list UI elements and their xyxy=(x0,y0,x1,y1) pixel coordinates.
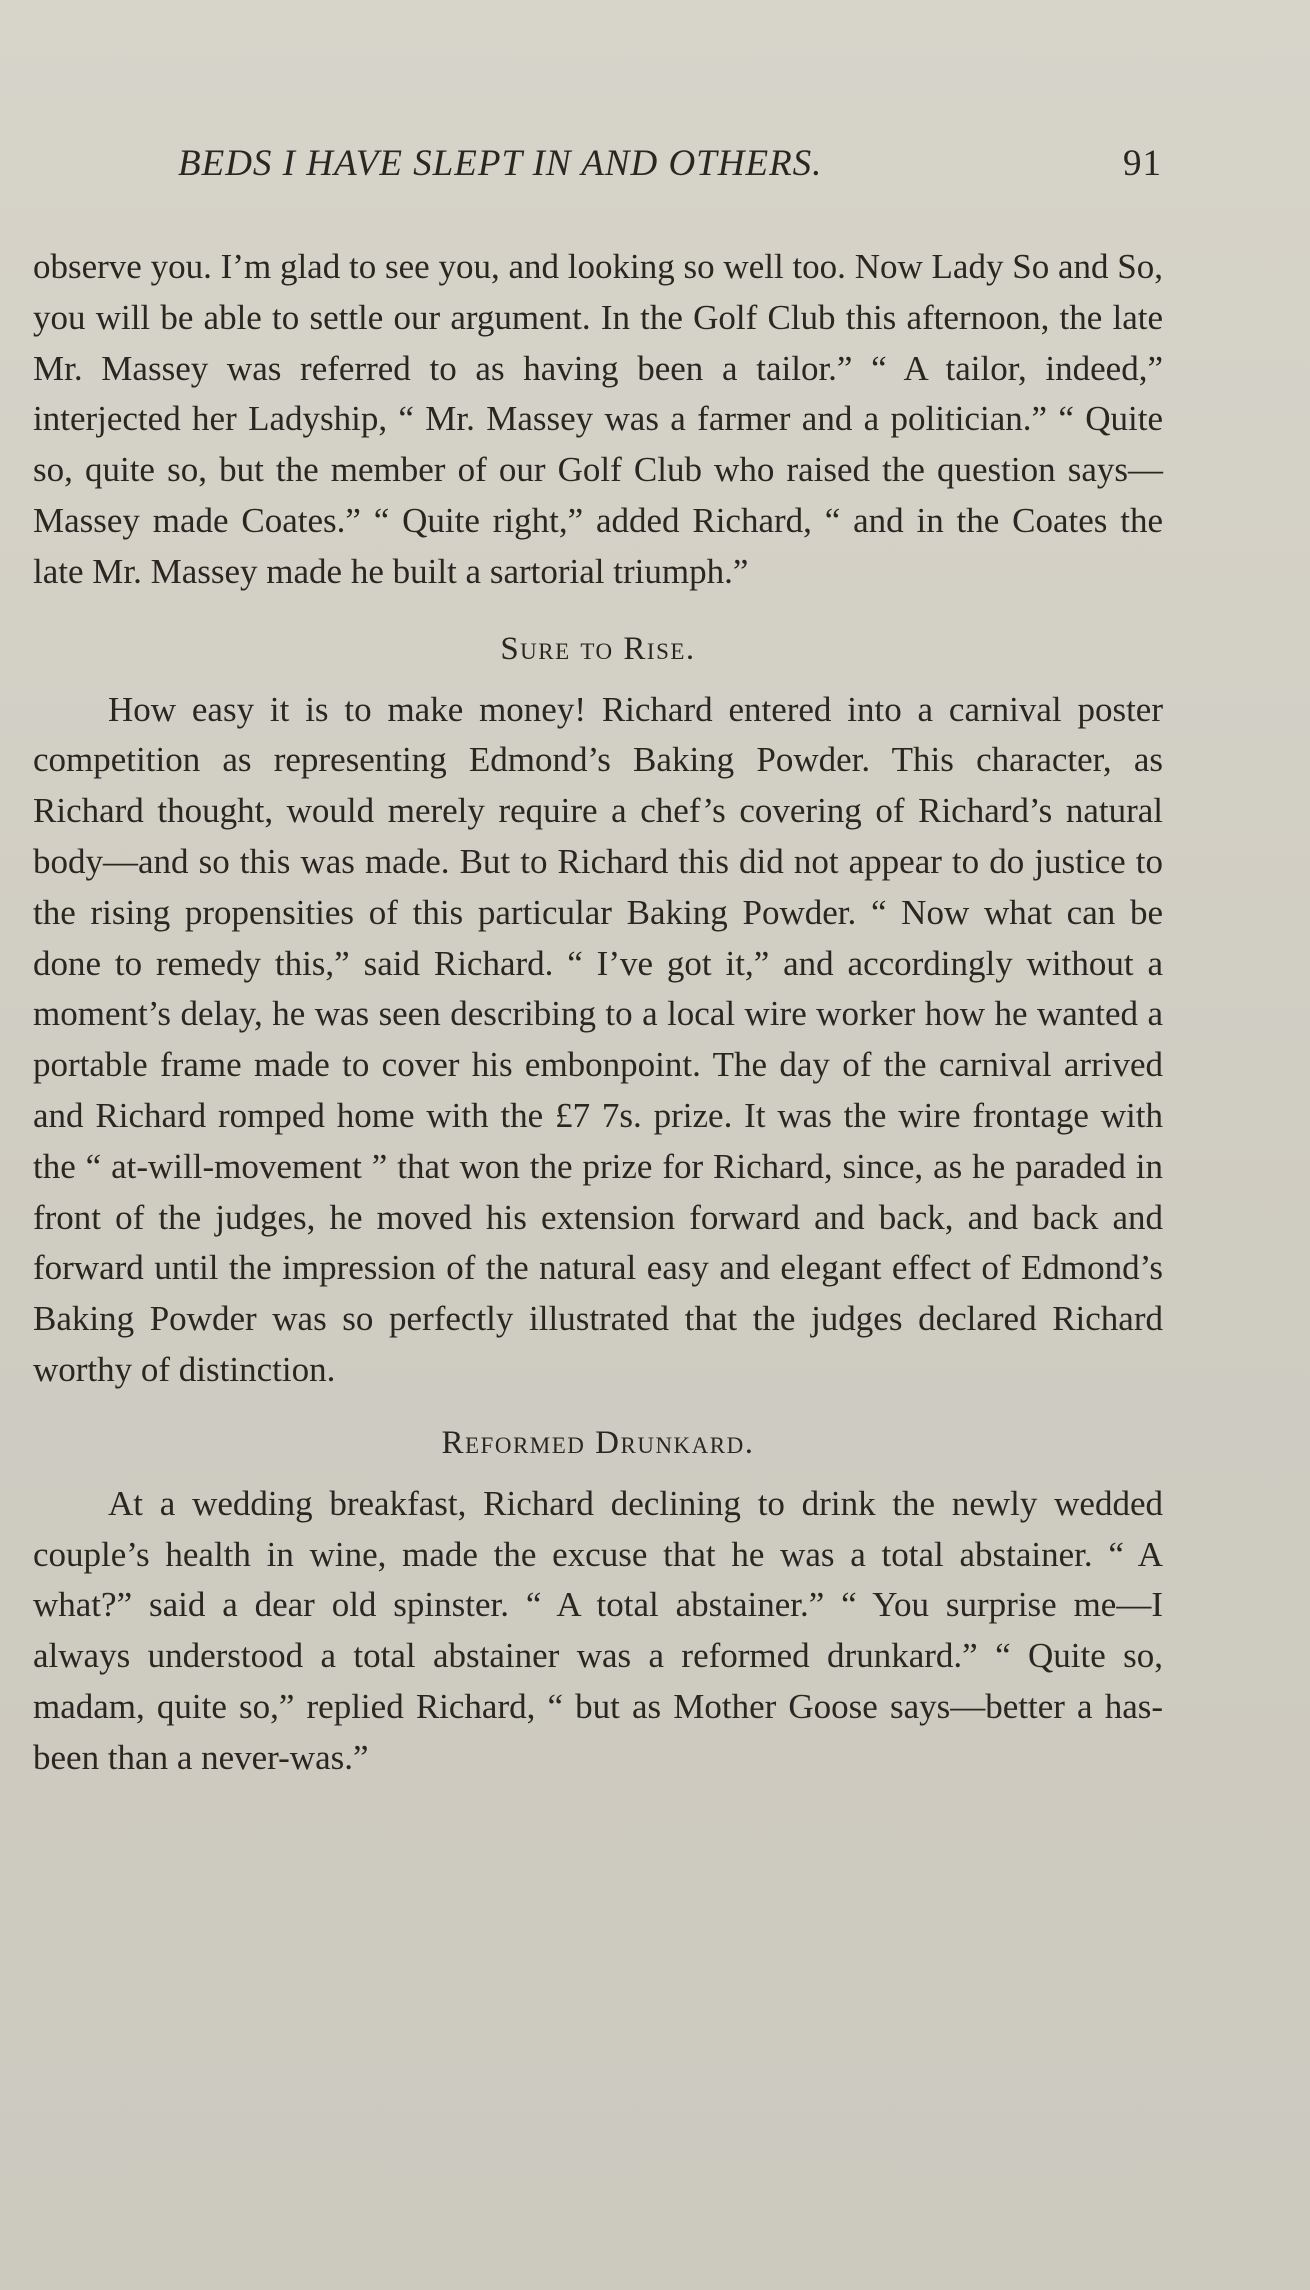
running-title: BEDS I HAVE SLEPT IN AND OTHERS. xyxy=(178,143,823,184)
paragraph-reformed-drunkard: At a wedding breakfast, Richard declining to drink the newly wedded couple’s health in wine, made the excuse that he was a total abstainer. “ A what?” said a dear old spinster. “ A total abstainer.” “ You surprise me—I always understood a total abstainer was a reformed drunkard.” “ Quite so, madam, quite so,” replied Richard, “ but as Mother Goose says—better a has-been than a never-was.” xyxy=(33,1483,1163,1777)
section-heading-reformed-drunkard: Reformed Drunkard. xyxy=(441,1424,755,1461)
paragraph-continued: observe you. I’m glad to see you, and looking so well too. Now Lady So and So, you will be able to settle our argument. In the Golf Club this afternoon, the late Mr. Massey was referred to as having been a tailor.” “ A tailor, indeed,” interjected her Ladyship, “ Mr. Massey was a farmer and a politician.” “ Quite so, quite so, but the member of our Golf Club who raised the question says—Massey made Coates.” “ Quite right,” added Richard, “ and in the Coates the late Mr. Massey made he built a sartorial triumph.” xyxy=(33,247,1163,591)
page-number: 91 xyxy=(1123,143,1162,184)
body-text xyxy=(33,242,1163,1784)
section-heading-sure-to-rise: Sure to Rise. xyxy=(500,630,696,667)
running-head xyxy=(178,142,1162,196)
paragraph-sure-to-rise: How easy it is to make money! Richard entered into a carnival poster competition as representing Edmond’s Baking Powder. This character, as Richard thought, would merely require a chef’s covering of Richard’s natural body—and so this was made. But to Richard this did not appear to do justice to the rising propensities of this particular Baking Powder. “ Now what can be done to remedy this,” said Richard. “ I’ve got it,” and accordingly without a moment’s delay, he was seen describing to a local wire worker how he wanted a portable frame made to cover his embonpoint. The day of the carnival arrived and Richard romped home with the £7 7s. prize. It was the wire frontage with the “ at-will-movement ” that won the prize for Richard, since, as he paraded in front of the judges, he moved his extension forward and back, and back and forward until the impression of the natural easy and elegant effect of Edmond’s Baking Powder was so perfectly illustrated that the judges declared Richard worthy of distinction. xyxy=(33,689,1163,1389)
